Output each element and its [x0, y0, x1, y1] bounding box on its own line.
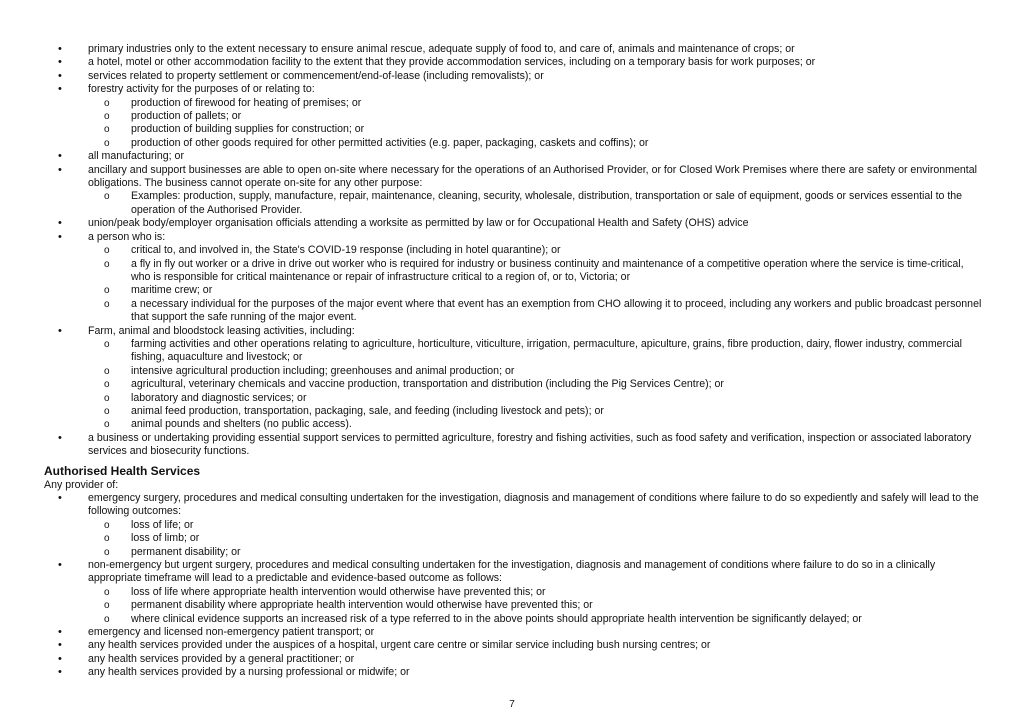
health-services-list [0, 492, 1024, 680]
list-item: • Farm, animal and bloodstock leasing activities, including: [0, 325, 1024, 338]
list-item: • services related to property settlement or commencement/end-of-lease (including removalists); or [0, 70, 1024, 83]
list-item: • ancillary and support businesses are able to open on-site where necessary for the operations of an Authorised Provider, or for Closed Work Premises where there are safety or environmental obligations. The business cannot operate on-site for any other purpose: [0, 164, 1024, 191]
sub-list-item: o maritime crew; or [0, 284, 1024, 297]
list-item: • any health services provided by a general practitioner; or [0, 653, 1024, 666]
sub-list-item: o animal feed production, transportation, packaging, sale, and feeding (including livestock and pets); or [0, 405, 1024, 418]
sub-list-item: o loss of life where appropriate health intervention would otherwise have prevented this; or [0, 586, 1024, 599]
page-number: 7 [509, 699, 515, 710]
sub-list-item: o production of other goods required for other permitted activities (e.g. paper, packaging, caskets and coffins); or [0, 137, 1024, 150]
sub-list-item: o loss of life; or [0, 519, 1024, 532]
sub-list-item: o critical to, and involved in, the State's COVID-19 response (including in hotel quarantine); or [0, 244, 1024, 257]
list-item: • a person who is: [0, 231, 1024, 244]
sub-list-item: o animal pounds and shelters (no public access). [0, 418, 1024, 431]
sub-list-item: o permanent disability where appropriate health intervention would otherwise have prevented this; or [0, 599, 1024, 612]
sub-list-item: o intensive agricultural production including; greenhouses and animal production; or [0, 365, 1024, 378]
sub-list-item: o permanent disability; or [0, 546, 1024, 559]
sub-list-item: o laboratory and diagnostic services; or [0, 392, 1024, 405]
sub-list-item: o farming activities and other operations relating to agriculture, horticulture, viticulture, irrigation, permaculture, apiculture, grains, fibre production, dairy, flower industry, commercial fishing, aquaculture and livestock; or [0, 338, 1024, 365]
list-item: • primary industries only to the extent necessary to ensure animal rescue, adequate supply of food to, and care of, animals and maintenance of crops; or [0, 43, 1024, 56]
list-item: • emergency and licensed non-emergency patient transport; or [0, 626, 1024, 639]
sub-list-item: o production of firewood for heating of premises; or [0, 97, 1024, 110]
list-item: • non-emergency but urgent surgery, procedures and medical consulting undertaken for the investigation, diagnosis and management of conditions where failure to do so in a clinically appropriate timeframe will lead to a predictable and evidence-based outcome as follows: [0, 559, 1024, 586]
list-item: • forestry activity for the purposes of or relating to: [0, 83, 1024, 96]
sub-list-item: o a fly in fly out worker or a drive in drive out worker who is required for industry or business continuity and maintenance of a competitive operation where the service is time-critical, who is responsible for critical maintenance or repair of infrastructure critical to a region of, or to, Victoria; or [0, 258, 1024, 285]
list-item: • emergency surgery, procedures and medical consulting undertaken for the investigation, diagnosis and management of conditions where failure to do so expediently and safely will lead to the following outcomes: [0, 492, 1024, 519]
sub-list-item: o production of pallets; or [0, 110, 1024, 123]
list-item: • any health services provided under the auspices of a hospital, urgent care centre or similar service including bush nursing centres; or [0, 639, 1024, 652]
sub-list-item: o a necessary individual for the purposes of the major event where that event has an exemption from CHO allowing it to proceed, including any workers and public broadcast personnel that support the safe running of the major event. [0, 298, 1024, 325]
sub-list-item: o agricultural, veterinary chemicals and vaccine production, transportation and distribution (including the Pig Services Centre); or [0, 378, 1024, 391]
sub-list-item: o Examples: production, supply, manufacture, repair, maintenance, cleaning, security, wholesale, distribution, transportation or sale of equipment, goods or services essential to the operation of the Authorised Provider. [0, 190, 1024, 217]
section-heading: Authorised Health Services [44, 464, 201, 478]
sub-list-item: o production of building supplies for construction; or [0, 123, 1024, 136]
list-item: • a hotel, motel or other accommodation facility to the extent that they provide accommodation services, including on a temporary basis for work purposes; or [0, 56, 1024, 69]
list-item: • a business or undertaking providing essential support services to permitted agriculture, forestry and fishing activities, such as food safety and verification, inspection or associated laboratory services and biosecurity functions. [0, 432, 1024, 459]
list-item: • union/peak body/employer organisation officials attending a worksite as permitted by law or for Occupational Health and Safety (OHS) advice [0, 217, 1024, 230]
list-item: • all manufacturing; or [0, 150, 1024, 163]
section-intro: Any provider of: [44, 479, 119, 491]
list-item: • any health services provided by a nursing professional or midwife; or [0, 666, 1024, 679]
sub-list-item: o loss of limb; or [0, 532, 1024, 545]
permitted-activities-list [0, 43, 1024, 459]
sub-list-item: o where clinical evidence supports an increased risk of a type referred to in the above points should appropriate health intervention be significantly delayed; or [0, 613, 1024, 626]
